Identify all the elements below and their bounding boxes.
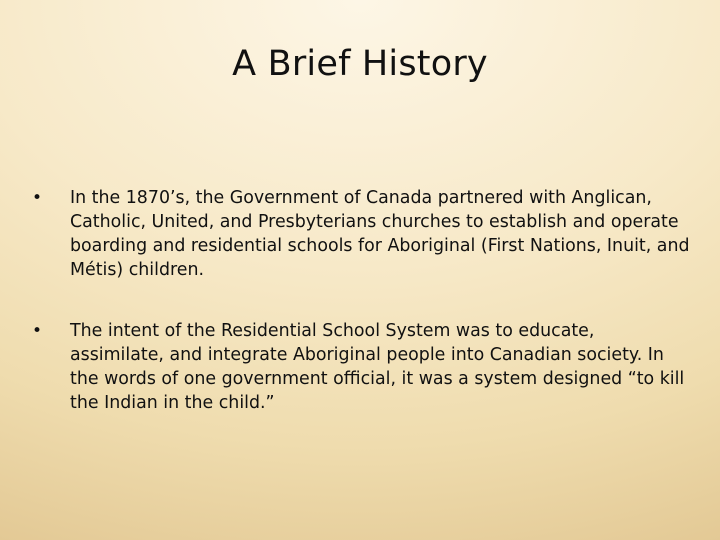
bullet-item — [28, 186, 690, 282]
bullet-list — [28, 186, 690, 452]
bullet-text: The intent of the Residential School System was to educate, assimilate, and integrate Aboriginal people into Canadian society. In the words of one government official, it was a system designed “to kill the Indian in the child.” — [70, 321, 685, 413]
bullet-item — [28, 319, 690, 415]
bullet-icon: • — [32, 321, 43, 341]
slide-title: A Brief History — [232, 44, 488, 84]
bullet-icon: • — [32, 188, 43, 208]
bullet-text: In the 1870’s, the Government of Canada partnered with Anglican, Catholic, United, and Presbyterians churches to establish and operate boarding and residential schools for Aboriginal (First Nations, Inuit, and Métis) children. — [70, 188, 690, 280]
